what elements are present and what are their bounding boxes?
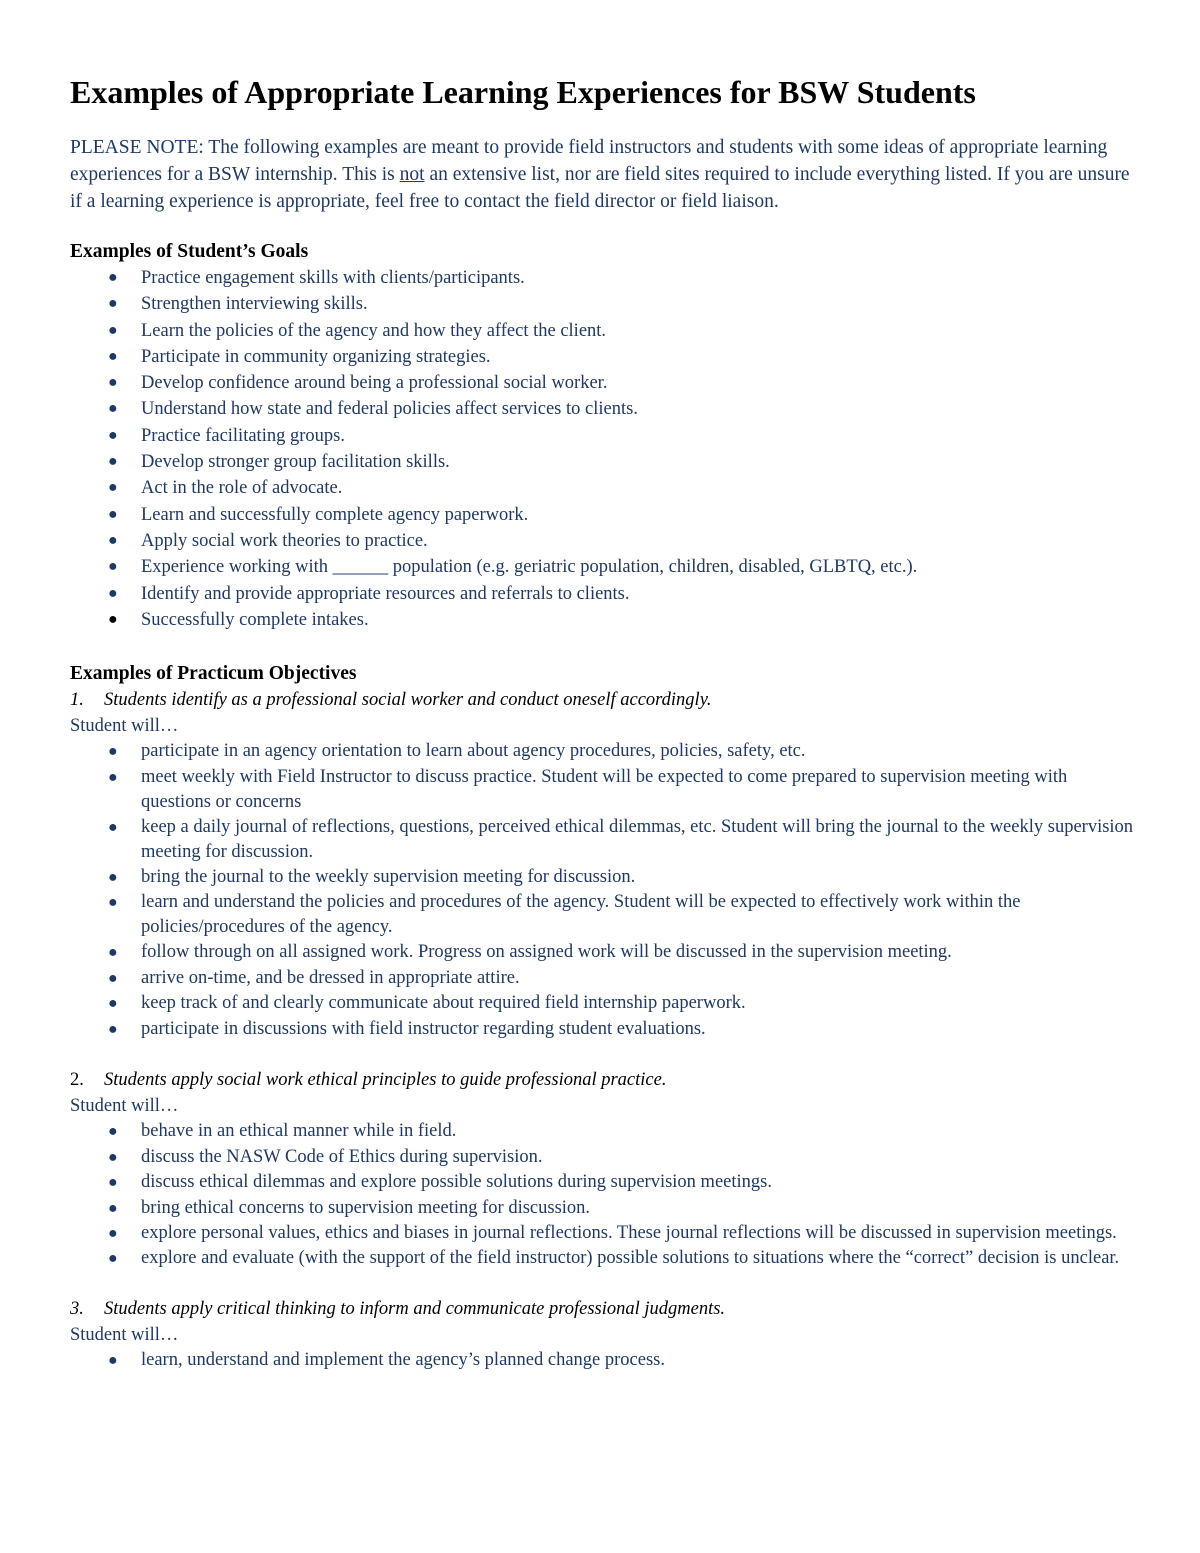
list-item — [70, 449, 1135, 475]
objective-number: 1. — [70, 690, 84, 711]
list-item-text: keep track of and clearly communicate about required field internship paperwork. — [141, 993, 746, 1014]
list-item-text: Learn the policies of the agency and how they affect the client. — [141, 320, 607, 341]
bullet-icon: ● — [108, 944, 118, 962]
list-item — [70, 502, 1135, 528]
list-item-text: Apply social work theories to practice. — [141, 530, 428, 551]
list-item-text: Successfully complete intakes. — [141, 609, 369, 630]
bullet-icon: ● — [108, 894, 118, 912]
list-item — [70, 865, 1135, 891]
note-text-part2: an extensive list, nor are field sites required to include everything listed. If you are unsure if a learning experience is appropriate, feel free to contact the field director or field liaison. — [70, 164, 1130, 212]
list-item-text: bring ethical concerns to supervision meeting for discussion. — [141, 1197, 591, 1218]
list-item-text: Experience working with ______ population (e.g. geriatric population, children, disabled, GLBTQ, etc.). — [141, 557, 918, 578]
student-will-label: Student will… — [70, 1096, 179, 1117]
list-item — [70, 966, 1135, 992]
list-item — [70, 739, 1135, 765]
list-item — [70, 890, 1135, 940]
list-item-text: Understand how state and federal policies affect services to clients. — [141, 399, 638, 420]
bullet-icon: ● — [108, 558, 118, 576]
list-item-text: participate in discussions with field instructor regarding student evaluations. — [141, 1018, 706, 1039]
list-item-text: meet weekly with Field Instructor to discuss practice. Student will be expected to come prepared to supervision meeting with questions or concerns — [141, 766, 1068, 812]
objective-number: 2. — [70, 1070, 84, 1091]
objective-3 — [70, 1296, 1135, 1322]
bullet-icon: ● — [108, 1225, 118, 1243]
list-item-text: learn and understand the policies and procedures of the agency. Student will be expected to effectively work within the policies/procedures of the agency. — [141, 892, 1021, 938]
bullet-icon: ● — [108, 1123, 118, 1141]
note-text-part1: PLEASE NOTE: The following examples are meant to provide field instructors and students with some ideas of appropriate learning experiences for a BSW internship. This is — [70, 137, 1108, 185]
list-item — [70, 765, 1135, 815]
goals-section — [70, 239, 1135, 633]
list-item — [70, 1145, 1135, 1171]
list-item — [70, 554, 1135, 580]
document-page — [70, 70, 1135, 1374]
list-item-text: explore and evaluate (with the support of the field instructor) possible solutions to situations where the “correct” decision is unclear. — [141, 1248, 1120, 1269]
bullet-icon: ● — [108, 1352, 118, 1370]
bullet-icon: ● — [108, 1199, 118, 1217]
bullet-icon: ● — [108, 426, 118, 444]
objective-2 — [70, 1067, 1135, 1093]
objectives-section — [70, 661, 1135, 1374]
list-item — [70, 370, 1135, 396]
list-item-text: Practice facilitating groups. — [141, 425, 345, 446]
bullet-icon: ● — [108, 969, 118, 987]
list-item — [70, 581, 1135, 607]
bullet-icon: ● — [108, 1148, 118, 1166]
student-will-label: Student will… — [70, 716, 179, 737]
list-item-text: bring the journal to the weekly supervision meeting for discussion. — [141, 866, 636, 887]
bullet-icon: ● — [108, 1250, 118, 1268]
list-item — [70, 528, 1135, 554]
list-item — [70, 265, 1135, 291]
bullet-icon: ● — [108, 347, 118, 365]
objective-text: Students apply critical thinking to inform and communicate professional judgments. — [104, 1299, 726, 1320]
document-title: Examples of Appropriate Learning Experiences for BSW Students — [70, 74, 976, 110]
list-item-text: Act in the role of advocate. — [141, 478, 343, 499]
objectives-heading: Examples of Practicum Objectives — [70, 663, 357, 685]
list-item — [70, 423, 1135, 449]
goals-heading: Examples of Student’s Goals — [70, 241, 309, 262]
list-item — [70, 1246, 1135, 1271]
objective-1-list — [70, 739, 1135, 1042]
list-item — [70, 1221, 1135, 1246]
list-item — [70, 1348, 1135, 1374]
objective-1 — [70, 687, 1135, 713]
list-item — [70, 344, 1135, 370]
list-item-text: learn, understand and implement the agency’s planned change process. — [141, 1350, 665, 1371]
bullet-icon: ● — [108, 321, 118, 339]
bullet-icon: ● — [108, 1174, 118, 1192]
note-emphasis: not — [399, 164, 425, 185]
bullet-icon: ● — [108, 818, 118, 836]
bullet-icon: ● — [108, 269, 118, 286]
list-item — [70, 396, 1135, 422]
bullet-icon: ● — [108, 610, 118, 628]
bullet-icon: ● — [108, 1020, 118, 1038]
bullet-icon: ● — [108, 531, 118, 549]
please-note-paragraph — [70, 134, 1135, 215]
list-item — [70, 1170, 1135, 1196]
list-item-text: discuss the NASW Code of Ethics during supervision. — [141, 1146, 543, 1167]
list-item-text: Participate in community organizing strategies. — [141, 346, 491, 367]
list-item — [70, 991, 1135, 1017]
bullet-icon: ● — [108, 400, 118, 418]
bullet-icon: ● — [108, 768, 118, 786]
list-item — [70, 940, 1135, 966]
bullet-icon: ● — [108, 295, 118, 313]
bullet-icon: ● — [108, 743, 118, 761]
objective-2-list — [70, 1119, 1135, 1271]
bullet-icon: ● — [108, 374, 118, 392]
objective-number: 3. — [70, 1299, 84, 1320]
objective-3-list — [70, 1348, 1135, 1374]
list-item-text: Develop confidence around being a professional social worker. — [141, 373, 608, 394]
student-will-label: Student will… — [70, 1325, 179, 1346]
list-item-text: Identify and provide appropriate resources and referrals to clients. — [141, 583, 630, 604]
objective-text: Students identify as a professional social worker and conduct oneself accordingly. — [104, 690, 712, 711]
list-item-text: Practice engagement skills with clients/participants. — [141, 268, 525, 288]
bullet-icon: ● — [108, 505, 118, 523]
list-item-text: participate in an agency orientation to learn about agency procedures, policies, safety, etc. — [141, 741, 806, 762]
bullet-icon: ● — [108, 479, 118, 497]
objective-text: Students apply social work ethical principles to guide professional practice. — [104, 1070, 667, 1091]
list-item-text: behave in an ethical manner while in field. — [141, 1121, 457, 1142]
list-item-text: Strengthen interviewing skills. — [141, 294, 368, 315]
list-item — [70, 318, 1135, 344]
bullet-icon: ● — [108, 584, 118, 602]
list-item — [70, 1119, 1135, 1145]
list-item-text: discuss ethical dilemmas and explore possible solutions during supervision meetings. — [141, 1172, 772, 1193]
goals-list — [70, 265, 1135, 633]
list-item-text: Learn and successfully complete agency paperwork. — [141, 504, 529, 525]
list-item — [70, 475, 1135, 501]
list-item — [70, 815, 1135, 865]
list-item — [70, 1196, 1135, 1222]
list-item-text: Develop stronger group facilitation skills. — [141, 452, 450, 473]
list-item-text: explore personal values, ethics and biases in journal reflections. These journal reflections will be discussed in supervision meetings. — [141, 1223, 1117, 1244]
bullet-icon: ● — [108, 453, 118, 471]
bullet-icon: ● — [108, 995, 118, 1013]
list-item — [70, 607, 1135, 633]
list-item — [70, 291, 1135, 317]
list-item-text: keep a daily journal of reflections, questions, perceived ethical dilemmas, etc. Student will bring the journal to the weekly supervision meeting for discussion. — [141, 816, 1134, 862]
list-item — [70, 1017, 1135, 1043]
list-item-text: arrive on-time, and be dressed in appropriate attire. — [141, 967, 520, 988]
list-item-text: follow through on all assigned work. Progress on assigned work will be discussed in the supervision meeting. — [141, 942, 952, 963]
bullet-icon: ● — [108, 868, 118, 886]
